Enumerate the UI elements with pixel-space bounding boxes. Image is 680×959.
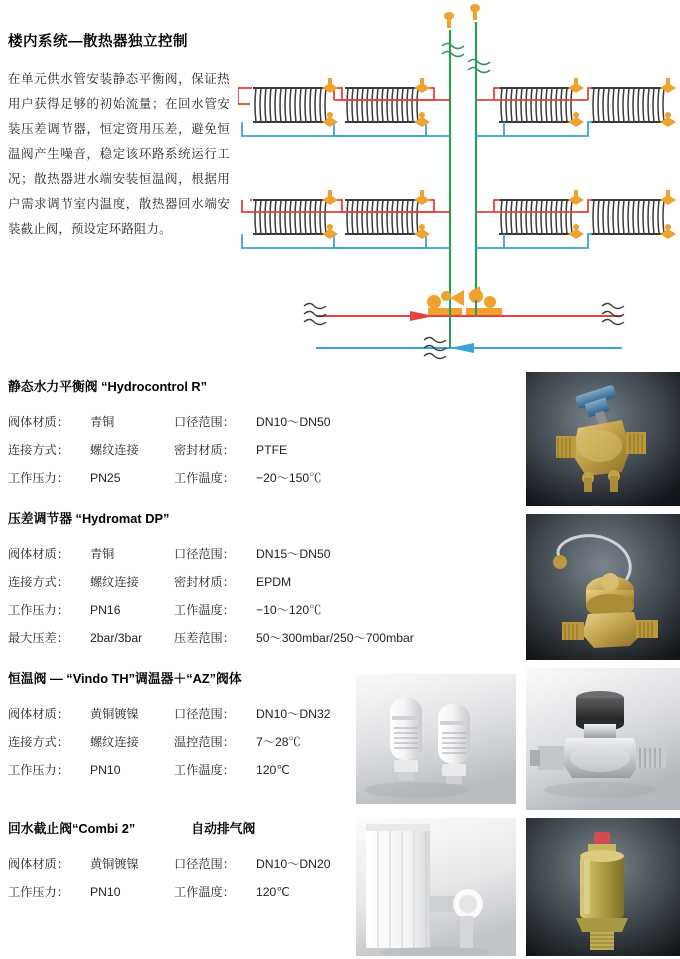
product-title: 恒温阀 — “Vindo TH”调温器＋“AZ”阀体	[8, 671, 242, 686]
automatic-air-vent-photo	[526, 818, 680, 956]
page-title: 楼内系统—散热器独立控制	[8, 34, 188, 50]
intro-section	[8, 30, 230, 242]
product-title	[8, 818, 331, 837]
spec-value: EPDM	[256, 575, 292, 589]
spec-value: DN10～DN50	[256, 415, 331, 429]
spec-value: DN10～DN20	[256, 857, 331, 871]
spec-key: 连接方式：	[8, 575, 69, 589]
spec-value: PN25	[90, 471, 121, 485]
spec-key: 连接方式：	[8, 735, 69, 749]
spec-key: 密封材质：	[174, 575, 235, 589]
spec-value: 螺纹连接	[90, 575, 139, 589]
spec-key: 工作压力：	[8, 471, 69, 485]
spec-value: 螺纹连接	[90, 735, 139, 749]
system-schematic	[238, 0, 680, 368]
spec-row	[8, 540, 414, 568]
spec-key: 口径范围：	[174, 707, 235, 721]
spec-key: 工作压力：	[8, 885, 69, 899]
spec-row	[8, 756, 331, 784]
spec-key: 口径范围：	[174, 415, 235, 429]
product-block-hydrocontrol-r	[8, 376, 331, 492]
spec-key: 工作温度：	[174, 885, 235, 899]
product-block-hydromat-dp	[8, 508, 414, 652]
spec-key: 工作压力：	[8, 763, 69, 777]
spec-value: 黄铜镀镍	[90, 857, 139, 871]
spec-row	[8, 408, 331, 436]
spec-key: 工作温度：	[174, 763, 235, 777]
hydromat-dp-valve-photo	[526, 514, 680, 660]
spec-value: 2bar/3bar	[90, 631, 143, 645]
product-block-vindo-th	[8, 668, 331, 784]
spec-key: 温控范围：	[174, 735, 235, 749]
spec-value: 120℃	[256, 763, 291, 777]
vindo-th-thermostatic-heads-photo	[356, 674, 516, 804]
spec-value: 青铜	[90, 415, 115, 429]
spec-key: 工作温度：	[174, 603, 235, 617]
spec-row	[8, 464, 331, 492]
spec-key: 阀体材质：	[8, 547, 69, 561]
spec-row	[8, 728, 331, 756]
spec-row	[8, 596, 414, 624]
spec-value: PN10	[90, 885, 121, 899]
spec-row	[8, 568, 414, 596]
spec-value: −20～150℃	[256, 471, 322, 485]
spec-value: PN16	[90, 603, 121, 617]
spec-row	[8, 700, 331, 728]
spec-value: −10～120℃	[256, 603, 322, 617]
spec-value: PN10	[90, 763, 121, 777]
product-title: 静态水力平衡阀 “Hydrocontrol R”	[8, 379, 208, 394]
spec-row	[8, 436, 331, 464]
combi-2-radiator-connection-photo	[356, 818, 516, 956]
spec-value: 120℃	[256, 885, 291, 899]
spec-key: 口径范围：	[174, 547, 235, 561]
product-title-extra: 自动排气阀	[191, 821, 256, 836]
spec-key: 阀体材质：	[8, 415, 69, 429]
spec-row	[8, 624, 414, 652]
product-block-combi-2	[8, 818, 331, 906]
spec-key: 压差范围：	[174, 631, 235, 645]
spec-key: 密封材质：	[174, 443, 235, 457]
spec-key: 口径范围：	[174, 857, 235, 871]
hydrocontrol-r-valve-photo	[526, 372, 680, 506]
spec-value: 7～28℃	[256, 735, 301, 749]
spec-row	[8, 850, 331, 878]
spec-key: 工作压力：	[8, 603, 69, 617]
spec-value: 青铜	[90, 547, 115, 561]
az-valve-body-photo	[526, 668, 680, 810]
spec-value: 50～300mbar/250～700mbar	[256, 631, 414, 645]
spec-row	[8, 878, 331, 906]
spec-value: PTFE	[256, 443, 288, 457]
spec-key: 最大压差：	[8, 631, 69, 645]
spec-value: DN15～DN50	[256, 547, 331, 561]
intro-paragraph: 在单元供水管安装静态平衡阀，保证热用户获得足够的初始流量；在回水管安装压差调节器，恒定资用压差，避免恒温阀产生噪音，稳定该环路系统运行工况；散热器进水端安装恒温阀，根据用户需求调节室内温度，散热器回水端安装截止阀，预设定环路阻力。	[8, 72, 230, 236]
spec-key: 阀体材质：	[8, 707, 69, 721]
spec-value: 螺纹连接	[90, 443, 139, 457]
product-title: 压差调节器 “Hydromat DP”	[8, 511, 170, 526]
product-title-main: 回水截止阀“Combi 2”	[8, 821, 136, 836]
spec-key: 连接方式：	[8, 443, 69, 457]
spec-value: DN10～DN32	[256, 707, 331, 721]
spec-key: 阀体材质：	[8, 857, 69, 871]
spec-key: 工作温度：	[174, 471, 235, 485]
spec-value: 黄铜镀镍	[90, 707, 139, 721]
